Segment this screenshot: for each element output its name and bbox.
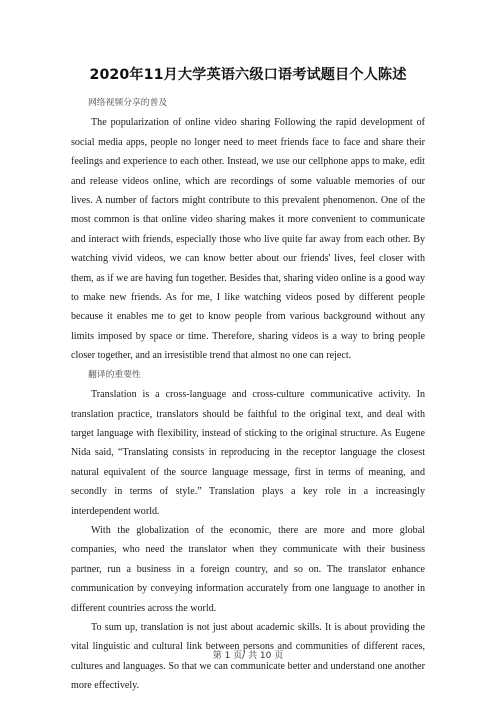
page-footer: 第 1 页/ 共 10 页 bbox=[212, 651, 284, 661]
section-heading-translation: 翻译的重要性 bbox=[88, 369, 141, 380]
paragraph-video-sharing: The popularization of online video sharing Following the rapid development of social media apps, people no longer need to meet friends face to face and share their feelings and experience to each other. Instead, we use our cellphone apps to make, edit and release videos online, which are recordings of some valuable memories of our lives. A number of factors might contribute to this prevalent phenomenon. One of the most common is that online video sharing makes it more convenient to communicate and interact with friends, especially those who live quite far away from each other. By watching vivid videos, we can know better about our friends' lives, feel closer with them, as if we are having fun together. Besides that, sharing video online is a good way to make new friends. As for me, I like watching videos posed by different people because it enables me to get to know people from various background without any limits imposed by space or time. Therefore, sharing videos is a way to bring people closer together, and an irresistible trend that almost no one can reject. bbox=[71, 117, 425, 362]
paragraph-translation-2: With the globalization of the economic, there are more and more global companies, who need the translator when they communicate with their business partner, run a business in a foreign country, and so on. The translator enhance communication by conveying information accurately from one language to another in different countries across the world. bbox=[71, 524, 425, 614]
paragraph-translation-3: To sum up, translation is not just about academic skills. It is about providing the vital linguistic and cultural link between persons and communities of different races, cultures and languages. So that we can communicate better and understand one another more effectively. bbox=[71, 621, 425, 692]
paragraph-translation-1: Translation is a cross-language and cross-culture communicative activity. In translation practice, translators should be faithful to the original text, and deal with target language with flexibility, instead of sticking to the original structure. As Eugene Nida said, “Translating consists in reproducing in the receptor language the closest natural equivalent of the source language message, first in terms of meaning, and secondly in terms of style.” Translation plays a key role in a increasingly interdependent world. bbox=[71, 389, 425, 517]
section-heading-video-sharing: 网络视频分享的普及 bbox=[88, 98, 168, 108]
document-body bbox=[71, 94, 425, 696]
document-title: 2020年11月大学英语六级口语考试题目个人陈述 bbox=[89, 67, 407, 83]
